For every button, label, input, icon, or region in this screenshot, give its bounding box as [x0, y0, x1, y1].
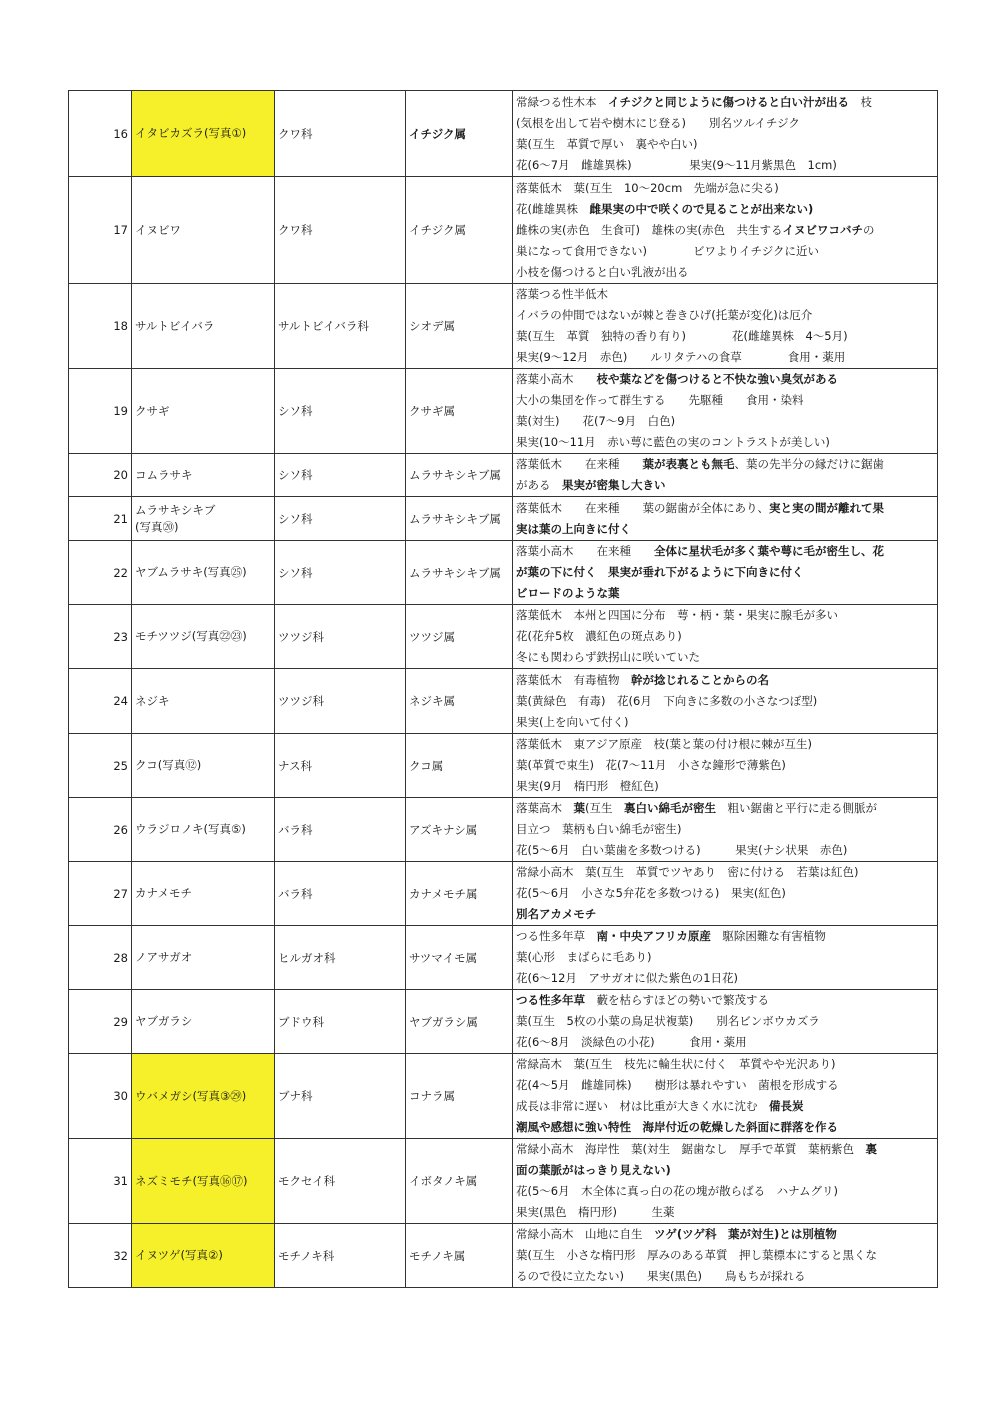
plant-name [132, 497, 275, 541]
description-line [516, 562, 934, 583]
description-line [516, 1160, 934, 1181]
description-line [516, 284, 934, 305]
plant-description [513, 454, 938, 497]
description-line [516, 670, 934, 691]
description-line [516, 241, 934, 262]
plant-description [513, 669, 938, 734]
description-emphasis: 裏 [865, 1142, 877, 1156]
description-text: 花(5〜6月 木全体に真っ白の花の塊が散らばる ハナムグリ) [516, 1184, 839, 1198]
description-emphasis: つる性多年草 [516, 993, 585, 1007]
description-text: 花(5〜6月 白い葉歯を多数つける) 果実(ナシ状果 赤色) [516, 843, 848, 857]
plant-description [513, 862, 938, 926]
description-text: 葉(互生 革質で厚い 裏やや白い) [516, 136, 698, 151]
plant-family: シソ科 [275, 497, 406, 541]
description-emphasis: 備長炭 [769, 1099, 804, 1113]
description-line [516, 626, 934, 647]
plant-family: クワ科 [275, 177, 406, 284]
description-line [516, 1117, 934, 1138]
description-text: 花(6〜7月 雌雄異株) 果実(9〜11月紫黒色 1cm) [516, 157, 837, 172]
plant-description [513, 605, 938, 669]
plant-name: ヤブムラサキ(写真㉕) [132, 541, 275, 605]
table-body [69, 91, 938, 1288]
plant-family: ツツジ科 [275, 605, 406, 669]
description-line [516, 1245, 934, 1266]
plant-genus: クサギ属 [406, 369, 513, 454]
description-line [516, 755, 934, 776]
description-text: 、葉の先半分の縁だけに鋸歯 [734, 457, 884, 471]
description-text: 落葉低木 在来種 [516, 457, 643, 471]
plant-description [513, 177, 938, 284]
description-line [516, 541, 934, 562]
description-line [516, 134, 934, 155]
table-row [69, 497, 938, 541]
description-line [516, 647, 934, 668]
table-row [69, 605, 938, 669]
table-row [69, 1139, 938, 1224]
description-line [516, 454, 934, 475]
plant-family: シソ科 [275, 541, 406, 605]
description-line [516, 305, 934, 326]
table-row [69, 734, 938, 798]
description-text: つる性多年草 [516, 929, 597, 943]
description-line [516, 347, 934, 368]
plant-genus: イチジク属 [406, 91, 513, 177]
description-line [516, 92, 934, 113]
description-text: 落葉低木 葉(互生 10〜20cm 先端が急に尖る) [516, 180, 779, 195]
description-text: 葉(革質で束生) 花(7〜11月 小さな鐘形で薄紫色) [516, 758, 786, 772]
description-line [516, 178, 934, 199]
plant-name: ネジキ [132, 669, 275, 734]
plant-genus: ネジキ属 [406, 669, 513, 734]
description-text: 藪を枯らすほどの勢いで繁茂する [585, 993, 769, 1007]
description-text: 葉(黄緑色 有毒) 花(6月 下向きに多数の小さなつぼ型) [516, 693, 818, 708]
description-line [516, 712, 934, 733]
description-text: 成長は非常に遅い 材は比重が大きく水に沈む [516, 1099, 769, 1113]
table-row [69, 91, 938, 177]
plant-family: クワ科 [275, 91, 406, 177]
description-text: 枝 [849, 94, 873, 109]
description-line [516, 1139, 934, 1160]
row-number: 26 [69, 798, 132, 862]
description-line [516, 1224, 934, 1245]
description-text: 花(4〜5月 雌雄同株) 樹形は暴れやすい 菌根を形成する [516, 1078, 839, 1092]
description-text: 果実(黒色 楕円形) 生薬 [516, 1205, 675, 1219]
description-text: 葉(心形 まばらに毛あり) [516, 950, 652, 964]
description-emphasis: 面の葉脈がはっきり見えない) [516, 1163, 671, 1177]
table-row [69, 369, 938, 454]
description-line [516, 862, 934, 883]
description-text: 落葉小高木 在来種 [516, 544, 654, 558]
plant-name: コムラサキ [132, 454, 275, 497]
description-line [516, 1202, 934, 1223]
description-line [516, 947, 934, 968]
plant-genus: モチノキ属 [406, 1224, 513, 1288]
row-number: 31 [69, 1139, 132, 1224]
description-text: 花(花弁5枚 濃紅色の斑点あり) [516, 629, 682, 643]
row-number: 28 [69, 926, 132, 990]
plant-genus: ツツジ属 [406, 605, 513, 669]
plant-name: イヌビワ [132, 177, 275, 284]
plant-name: ヤブガラシ [132, 990, 275, 1054]
plant-family: ヒルガオ科 [275, 926, 406, 990]
plant-name: ウラジロノキ(写真⑤) [132, 798, 275, 862]
description-emphasis: 裏白い綿毛が密生 [624, 801, 716, 815]
description-text: 駆除困難な有害植物 [710, 929, 826, 943]
description-line [516, 798, 934, 819]
description-line [516, 390, 934, 411]
table-row [69, 1054, 938, 1139]
description-text: 常緑小高木 葉(互生 革質でツヤあり 密に付ける 若葉は紅色) [516, 865, 859, 879]
description-emphasis: 葉が表裏とも無毛 [642, 457, 735, 471]
plant-genus: ムラサキシキブ属 [406, 497, 513, 541]
description-emphasis: ビロードのような葉 [516, 586, 620, 600]
row-number: 24 [69, 669, 132, 734]
description-text: 落葉低木 有毒植物 [516, 672, 631, 687]
description-text: 冬にも関わらず鉄拐山に咲いていた [516, 650, 700, 664]
table-row [69, 798, 938, 862]
description-line [516, 926, 934, 947]
description-emphasis: ツゲ(ツゲ科 葉が対生)とは別植物 [654, 1227, 837, 1241]
description-emphasis: イヌビワコバチ [782, 222, 863, 237]
description-line [516, 840, 934, 861]
plant-description [513, 541, 938, 605]
description-text: 葉(互生 革質 独特の香り有り) 花(雌雄異株 4〜5月) [516, 329, 848, 343]
row-number: 29 [69, 990, 132, 1054]
plant-description [513, 926, 938, 990]
description-text: がある [516, 478, 562, 492]
plant-genus: イチジク属 [406, 177, 513, 284]
plant-description [513, 369, 938, 454]
plant-description [513, 990, 938, 1054]
description-text: 落葉つる性半低木 [516, 287, 608, 301]
description-text: 葉(互生 5枚の小葉の鳥足状複葉) 別名ビンボウカズラ [516, 1014, 820, 1028]
row-number: 23 [69, 605, 132, 669]
description-line [516, 262, 934, 283]
description-line [516, 1266, 934, 1287]
description-line [516, 1075, 934, 1096]
description-line [516, 1181, 934, 1202]
description-emphasis: 枝や葉などを傷つけると不快な強い臭気がある [596, 372, 838, 386]
description-line [516, 519, 934, 540]
description-text: 落葉小高木 [516, 372, 597, 386]
description-emphasis: 幹が捻じれることからの名 [631, 672, 769, 687]
description-emphasis: 実は葉の上向きに付く [516, 521, 631, 536]
description-text: 常緑高木 葉(互生 枝先に輪生状に付く 革質やや光沢あり) [516, 1057, 836, 1071]
row-number: 22 [69, 541, 132, 605]
plant-family: サルトビイバラ科 [275, 284, 406, 369]
description-line [516, 411, 934, 432]
plant-name: クサギ [132, 369, 275, 454]
plant-description [513, 734, 938, 798]
description-text: 落葉高木 [516, 801, 574, 815]
row-number: 18 [69, 284, 132, 369]
plant-name-line: (写真⑳) [135, 519, 179, 534]
plant-name: イタビカズラ(写真①) [132, 91, 275, 177]
description-text: 常緑小高木 山地に自生 [516, 1227, 654, 1241]
plant-name-line: ムラサキシキブ [135, 502, 216, 517]
description-line [516, 155, 934, 176]
row-number: 20 [69, 454, 132, 497]
description-text: るので役に立たない) 果実(黒色) 鳥もちが採れる [516, 1269, 806, 1283]
plant-description [513, 798, 938, 862]
description-emphasis: 別名アカメモチ [516, 907, 597, 921]
description-line [516, 113, 934, 134]
table-row [69, 284, 938, 369]
plant-family: モクセイ科 [275, 1139, 406, 1224]
description-line [516, 691, 934, 712]
description-line [516, 968, 934, 989]
description-text: 花(6〜12月 アサガオに似た紫色の1日花) [516, 971, 739, 985]
description-line [516, 605, 934, 626]
plant-name: ウバメガシ(写真③㉙) [132, 1054, 275, 1139]
plant-list-table [68, 90, 938, 1288]
table-row [69, 454, 938, 497]
description-text: 果実(10〜11月 赤い萼に藍色の実のコントラストが美しい) [516, 435, 830, 449]
description-line [516, 326, 934, 347]
row-number: 25 [69, 734, 132, 798]
description-text: 常緑つる性木本 [516, 94, 608, 109]
plant-name: カナメモチ [132, 862, 275, 926]
table-row [69, 1224, 938, 1288]
plant-genus: ヤブガラシ属 [406, 990, 513, 1054]
description-emphasis: 南・中央アフリカ原産 [596, 929, 711, 943]
description-text: 果実(9月 楕円形 橙紅色) [516, 779, 659, 793]
description-emphasis: 実と実の間が離れて果 [769, 500, 884, 515]
description-emphasis: 全体に星状毛が多く葉や萼に毛が密生し、花 [654, 544, 884, 558]
description-line [516, 1054, 934, 1075]
row-number: 16 [69, 91, 132, 177]
plant-family: バラ科 [275, 798, 406, 862]
plant-family: バラ科 [275, 862, 406, 926]
table-row [69, 926, 938, 990]
description-text: 花(6〜8月 淡緑色の小花) 食用・薬用 [516, 1035, 747, 1049]
row-number: 30 [69, 1054, 132, 1139]
description-text: 粗い鋸歯と平行に走る側脈が [716, 801, 877, 815]
plant-genus: シオデ属 [406, 284, 513, 369]
description-line [516, 369, 934, 390]
plant-family: モチノキ科 [275, 1224, 406, 1288]
plant-family: シソ科 [275, 454, 406, 497]
plant-description [513, 284, 938, 369]
description-text: 落葉低木 在来種 葉の鋸歯が全体にあり、 [516, 500, 769, 515]
description-text: 果実(9〜12月 赤色) ルリタテハの食草 食用・薬用 [516, 350, 846, 364]
table-row [69, 669, 938, 734]
plant-description [513, 1139, 938, 1224]
plant-name: サルトビイバラ [132, 284, 275, 369]
plant-name: ノアサガオ [132, 926, 275, 990]
description-line [516, 734, 934, 755]
table-row [69, 541, 938, 605]
plant-genus: アズキナシ属 [406, 798, 513, 862]
description-emphasis: 雌果実の中で咲くので見ることが出来ない) [589, 201, 814, 216]
description-line [516, 432, 934, 453]
plant-genus: ムラサキシキブ属 [406, 454, 513, 497]
description-line [516, 1011, 934, 1032]
plant-family: ツツジ科 [275, 669, 406, 734]
table-row [69, 990, 938, 1054]
description-text: 花(雌雄異株 [516, 201, 590, 216]
description-text: の [862, 222, 875, 237]
description-text: 果実(上を向いて付く) [516, 714, 629, 729]
description-text: 目立つ 葉柄も白い綿毛が密生) [516, 822, 682, 836]
plant-family: ナス科 [275, 734, 406, 798]
description-line [516, 990, 934, 1011]
plant-genus: カナメモチ属 [406, 862, 513, 926]
description-emphasis: が葉の下に付く 果実が垂れ下がるように下向きに付く [516, 565, 804, 579]
description-emphasis: 葉 [573, 801, 585, 815]
plant-description [513, 497, 938, 541]
description-line [516, 1032, 934, 1053]
row-number: 32 [69, 1224, 132, 1288]
plant-family: シソ科 [275, 369, 406, 454]
description-line [516, 498, 934, 519]
row-number: 27 [69, 862, 132, 926]
description-text: 落葉低木 本州と四国に分布 萼・柄・葉・果実に腺毛が多い [516, 608, 838, 622]
description-text: 葉(対生) 花(7〜9月 白色) [516, 414, 676, 428]
description-text: 小枝を傷つけると白い乳液が出る [516, 264, 689, 279]
description-line [516, 1096, 934, 1117]
description-line [516, 199, 934, 220]
description-line [516, 776, 934, 797]
plant-name: モチツツジ(写真㉒㉓) [132, 605, 275, 669]
description-text: 落葉低木 東アジア原産 枝(葉と葉の付け根に棘が互生) [516, 737, 813, 751]
plant-genus: クコ属 [406, 734, 513, 798]
row-number: 21 [69, 497, 132, 541]
description-line [516, 475, 934, 496]
description-text: 花(5〜6月 小さな5弁花を多数つける) 果実(紅色) [516, 886, 786, 900]
description-line [516, 883, 934, 904]
description-text: 雌株の実(赤色 生食可) 雄株の実(赤色 共生する [516, 222, 783, 237]
description-text: イバラの仲間ではないが棘と巻きひげ(托葉が変化)は厄介 [516, 308, 813, 322]
description-line [516, 220, 934, 241]
row-number: 17 [69, 177, 132, 284]
description-text: 大小の集団を作って群生する 先駆種 食用・染料 [516, 393, 804, 407]
plant-name: クコ(写真⑫) [132, 734, 275, 798]
plant-description [513, 1054, 938, 1139]
plant-genus: イボタノキ属 [406, 1139, 513, 1224]
description-text: 葉(互生 小さな楕円形 厚みのある革質 押し葉標本にすると黒くな [516, 1248, 877, 1262]
description-emphasis: イチジクと同じように傷つけると白い汁が出る [608, 94, 850, 109]
plant-description [513, 91, 938, 177]
description-line [516, 904, 934, 925]
row-number: 19 [69, 369, 132, 454]
plant-description [513, 1224, 938, 1288]
description-text: (気根を出して岩や樹木にじ登る) 別名ツルイチジク [516, 115, 800, 130]
table-row [69, 862, 938, 926]
description-line [516, 819, 934, 840]
plant-family: ブナ科 [275, 1054, 406, 1139]
description-text: (互生 [585, 801, 624, 815]
plant-family: ブドウ科 [275, 990, 406, 1054]
plant-genus: コナラ属 [406, 1054, 513, 1139]
plant-genus: サツマイモ属 [406, 926, 513, 990]
description-emphasis: 潮風や感想に強い特性 海岸付近の乾燥した斜面に群落を作る [516, 1120, 838, 1134]
description-emphasis: 果実が密集し大きい [562, 478, 666, 492]
table-row [69, 177, 938, 284]
description-text: 常緑小高木 海岸性 葉(対生 鋸歯なし 厚手で革質 葉柄紫色 [516, 1142, 866, 1156]
description-line [516, 583, 934, 604]
plant-genus: ムラサキシキブ属 [406, 541, 513, 605]
description-text: 巣になって食用できない) ビワよりイチジクに近い [516, 243, 820, 258]
plant-name: イヌツゲ(写真②) [132, 1224, 275, 1288]
plant-name: ネズミモチ(写真⑯⑰) [132, 1139, 275, 1224]
